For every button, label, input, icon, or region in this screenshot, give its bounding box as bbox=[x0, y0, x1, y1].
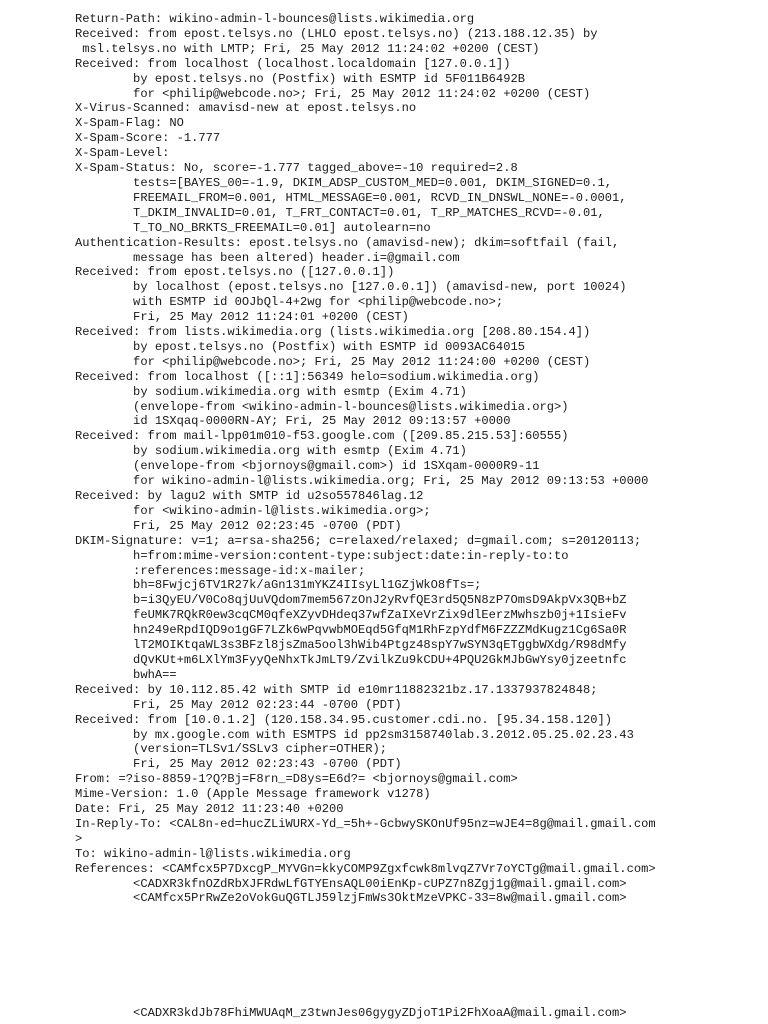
header-line: Fri, 25 May 2012 02:23:45 -0700 (PDT) bbox=[75, 518, 402, 533]
header-line: From: =?iso-8859-1?Q?Bj=F8rn_=D8ys=E6d?= <bjornoys@gmail.com> bbox=[75, 772, 518, 787]
header-line: Received: by 10.112.85.42 with SMTP id e10mr11882321bz.17.1337937824848; bbox=[75, 682, 598, 697]
header-line: X-Spam-Level: bbox=[75, 146, 170, 161]
header-line: > bbox=[75, 831, 83, 846]
header-line: tests=[BAYES_00=-1.9, DKIM_ADSP_CUSTOM_MED=0.001, DKIM_SIGNED=0.1, bbox=[75, 175, 613, 190]
header-line: In-Reply-To: <CAL8n-ed=hucZLiWURX-Yd_=5h+-GcbwySKOnUf95nz=wJE4=8g@mail.gmail.com bbox=[75, 816, 656, 831]
header-line: feUMK7RQkR0ew3cqCM0qfeXZyvDHdeq37wfZaIXeVrZix9dlEerzMwhszb0j+1IsieFv bbox=[75, 608, 627, 623]
header-line: (version=TLSv1/SSLv3 cipher=OTHER); bbox=[75, 742, 388, 757]
header-line: (envelope-from <wikino-admin-l-bounces@lists.wikimedia.org>) bbox=[75, 399, 569, 414]
header-line: X-Spam-Score: -1.777 bbox=[75, 131, 221, 146]
header-line: Authentication-Results: epost.telsys.no (amavisd-new); dkim=softfail (fail, bbox=[75, 235, 620, 250]
header-line: lT2MOIKtqaWL3s3BFzl8jsZma5ool3hWib4Ptgz48spY7wSYN3qETggbWXdg/R98dMfy bbox=[75, 638, 627, 653]
header-line: Mime-Version: 1.0 (Apple Message framework v1278) bbox=[75, 787, 431, 802]
header-line: References: <CAMfcx5P7DxcgP_MYVGn=kkyCOMP9Zgxfcwk8mlvqZ7Vr7oYCTg@mail.gmail.com> bbox=[75, 861, 656, 876]
header-line: by localhost (epost.telsys.no [127.0.0.1]) (amavisd-new, port 10024) bbox=[75, 280, 627, 295]
header-line: Fri, 25 May 2012 02:23:43 -0700 (PDT) bbox=[75, 757, 402, 772]
header-line: bh=8Fwjcj6TV1R27k/aGn131mYKZ4IIsyLl1GZjWkO8fTs=; bbox=[75, 578, 482, 593]
header-line: for wikino-admin-l@lists.wikimedia.org; Fri, 25 May 2012 09:13:53 +0000 bbox=[75, 474, 649, 489]
header-line: by epost.telsys.no (Postfix) with ESMTP id 5F011B6492B bbox=[75, 71, 525, 86]
header-line: message has been altered) header.i=@gmail.com bbox=[75, 250, 460, 265]
header-line: :references:message-id:x-mailer; bbox=[75, 563, 366, 578]
header-line: Return-Path: wikino-admin-l-bounces@lists.wikimedia.org bbox=[75, 12, 475, 26]
header-line: by epost.telsys.no (Postfix) with ESMTP id 0093AC64015 bbox=[75, 339, 525, 354]
header-line: Received: from epost.telsys.no (LHLO epost.telsys.no) (213.188.12.35) by bbox=[75, 26, 598, 41]
header-line: by mx.google.com with ESMTPS id pp2sm3158740lab.3.2012.05.25.02.23.43 bbox=[75, 727, 634, 742]
header-line: T_TO_NO_BRKTS_FREEMAIL=0.01] autolearn=no bbox=[75, 220, 431, 235]
header-line: <CADXR3kfnOZdRbXJFRdwLfGTYEnsAQL00iEnKp-cUPZ7n8Zgj1g@mail.gmail.com> bbox=[75, 876, 627, 891]
header-line: b=i3QyEU/V0Co8qjUuVQdom7mem567zOnJ2yRvfQE3rd5Q5N8zP7OmsD9AkpVx3QB+bZ bbox=[75, 593, 627, 608]
header-line: id 1SXqaq-0000RN-AY; Fri, 25 May 2012 09:13:57 +0000 bbox=[75, 414, 511, 429]
trailing-reference-line: <CADXR3kdJb78FhiMWUAqM_z3twnJes06gygyZDjoT1Pi2FhXoaA@mail.gmail.com> bbox=[75, 1006, 627, 1020]
header-line: Received: from mail-lpp01m010-f53.google.com ([209.85.215.53]:60555) bbox=[75, 429, 569, 444]
header-line: msl.telsys.no with LMTP; Fri, 25 May 2012 11:24:02 +0200 (CEST) bbox=[75, 41, 540, 56]
header-line: for <philip@webcode.no>; Fri, 25 May 2012 11:24:00 +0200 (CEST) bbox=[75, 354, 591, 369]
header-line: Received: from lists.wikimedia.org (lists.wikimedia.org [208.80.154.4]) bbox=[75, 325, 591, 340]
header-line: Fri, 25 May 2012 02:23:44 -0700 (PDT) bbox=[75, 697, 402, 712]
header-line: X-Spam-Status: No, score=-1.777 tagged_above=-10 required=2.8 bbox=[75, 161, 518, 176]
header-line: Received: from localhost (localhost.localdomain [127.0.0.1]) bbox=[75, 56, 511, 71]
header-line: dQvKUt+m6LXlYm3FyyQeNhxTkJmLT9/ZvilkZu9kCDU+4PQU2GkMJbGwYsy0jzeetnfc bbox=[75, 652, 627, 667]
header-line bbox=[75, 906, 656, 921]
header-line: X-Spam-Flag: NO bbox=[75, 116, 184, 131]
header-line: X-Virus-Scanned: amavisd-new at epost.telsys.no bbox=[75, 101, 417, 116]
header-line: Received: from localhost ([::1]:56349 helo=sodium.wikimedia.org) bbox=[75, 369, 540, 384]
header-line: for <philip@webcode.no>; Fri, 25 May 2012 11:24:02 +0200 (CEST) bbox=[75, 86, 591, 101]
header-line: with ESMTP id 0OJbQl-4+2wg for <philip@webcode.no>; bbox=[75, 295, 504, 310]
header-line: Received: from [10.0.1.2] (120.158.34.95.customer.cdi.no. [95.34.158.120]) bbox=[75, 712, 613, 727]
header-line: hn249eRpdIQD9o1gGF7LZk6wPqvwbMOEqd5GfqM1RhFzpYdfM6FZZZMdKugz1Cg6Sa0R bbox=[75, 623, 627, 638]
header-line: Date: Fri, 25 May 2012 11:23:40 +0200 bbox=[75, 802, 344, 817]
header-line: by sodium.wikimedia.org with esmtp (Exim 4.71) bbox=[75, 444, 467, 459]
header-line: Received: from epost.telsys.no ([127.0.0.1]) bbox=[75, 265, 395, 280]
header-line: <CAMfcx5PrRwZe2oVokGuQGTLJ59lzjFmWs3OktMzeVPKC-33=8w@mail.gmail.com> bbox=[75, 891, 627, 906]
email-header-block bbox=[75, 12, 656, 921]
header-line: T_DKIM_INVALID=0.01, T_FRT_CONTACT=0.01, T_RP_MATCHES_RCVD=-0.01, bbox=[75, 205, 605, 220]
header-line: h=from:mime-version:content-type:subject:date:in-reply-to:to bbox=[75, 548, 569, 563]
header-line: DKIM-Signature: v=1; a=rsa-sha256; c=relaxed/relaxed; d=gmail.com; s=20120113; bbox=[75, 533, 642, 548]
header-line: bwhA== bbox=[75, 667, 177, 682]
header-line: Fri, 25 May 2012 11:24:01 +0200 (CEST) bbox=[75, 310, 409, 325]
header-line: by sodium.wikimedia.org with esmtp (Exim 4.71) bbox=[75, 384, 467, 399]
header-line: To: wikino-admin-l@lists.wikimedia.org bbox=[75, 846, 351, 861]
header-line: Received: by lagu2 with SMTP id u2so557846lag.12 bbox=[75, 489, 424, 503]
header-line: (envelope-from <bjornoys@gmail.com>) id 1SXqam-0000R9-11 bbox=[75, 459, 540, 474]
header-line: FREEMAIL_FROM=0.001, HTML_MESSAGE=0.001, RCVD_IN_DNSWL_NONE=-0.0001, bbox=[75, 190, 627, 205]
header-line: for <wikino-admin-l@lists.wikimedia.org>; bbox=[75, 503, 431, 518]
